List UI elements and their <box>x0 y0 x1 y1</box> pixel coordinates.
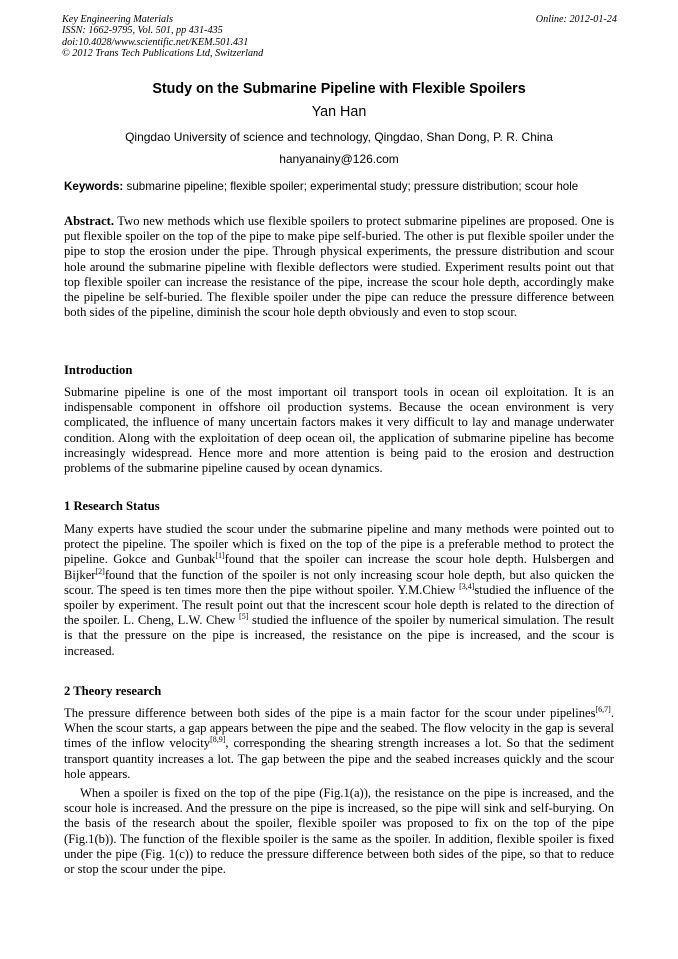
online-date: Online: 2012-01-24 <box>535 14 617 25</box>
theory-research-heading: 2 Theory research <box>64 684 162 698</box>
keywords-text: submarine pipeline; flexible spoiler; experimental study; pressure distribution; scour hole <box>126 180 579 193</box>
abstract-label: Abstract. <box>64 214 115 228</box>
research-status-text-3: found that the function of the spoiler is not only increasing scour hole depth, but also quicken the scour. The speed is ten times more then the pipe without spoiler. Y.M.Chiew <box>64 567 614 597</box>
citation-ref: [8,9] <box>210 735 226 745</box>
paper-title: Study on the Submarine Pipeline with Flexible Spoilers <box>152 81 526 97</box>
doi-line: doi:10.4028/www.scientific.net/KEM.501.431 <box>62 36 249 48</box>
citation-ref: [1] <box>215 551 225 561</box>
research-status-text-2: found that the spoiler can increase the scour hole depth. Hulsbergen and Bijker <box>64 552 614 582</box>
keywords <box>64 180 614 194</box>
author-email: hanyanainy@126.com <box>279 152 399 166</box>
author-name: Yan Han <box>311 104 367 120</box>
keywords-label: Keywords: <box>64 180 124 193</box>
theory-text-2: . When the scour starts, a gap appears between the pipe and the seabed. The flow velocity in the gap is several times of the inflow velocity <box>64 706 614 751</box>
research-status-paragraph <box>64 522 614 659</box>
introduction-heading: Introduction <box>64 363 133 377</box>
research-status-text-4: studied the influence of the spoiler by experiment. The result point out that the increscent scour hole depth is related to the direction of the spoiler. L. Cheng, L.W. Chew <box>64 582 614 628</box>
research-status-heading: 1 Research Status <box>64 499 160 513</box>
citation-ref: [5] <box>239 612 249 622</box>
theory-paragraph-2: When a spoiler is fixed on the top of the pipe (Fig.1(a)), the resistance on the pipe is increased, and the scour hole is increased. And the pressure on the pipe is increased, so the pipe will sink and self-burying. On the basis of the research about the spoiler, flexible spoiler was proposed to fix on the top of the pipe (Fig.1(b)). The function of the flexible spoiler is the same as the spoiler. In addition, flexible spoiler is fixed under the pipe (Fig. 1(c)) to reduce the pressure difference between both sides of the pipe, so that to reduce or stop the scour under the pipe. <box>64 786 614 877</box>
copyright-line: © 2012 Trans Tech Publications Ltd, Switzerland <box>62 48 264 60</box>
introduction-paragraph: Submarine pipeline is one of the most important oil transport tools in ocean oil exploitation. It is an indispensable component in offshore oil production systems. Because the ocean environment is very complicated, the influence of many uncertain factors makes it very difficult to lay and manage underwater condition. Along with the exploitation of deep ocean oil, the application of submarine pipeline has become increasingly widespread. Hence more and more attention is being paid to the erosion and destruction problems of the submarine pipeline caused by ocean dynamics. <box>64 385 614 476</box>
publication-header <box>62 14 617 60</box>
citation-ref: [6,7] <box>595 705 611 714</box>
theory-text-3: , corresponding the shearing strength increases a lot. So that the sediment transport quantity increases a lot. The gap between the pipe and the seabed increases quickly and the scour hole appears. <box>64 736 615 781</box>
issn-line: ISSN: 1662-9795, Vol. 501, pp 431-435 <box>62 25 223 37</box>
research-status-text-1: Many experts have studied the scour under the submarine pipeline and many methods were pointed out to protect the pipeline. The spoiler which is fixed on the top of the pipe is a preferable method to protect the pipeline. Gokce and Gunbak <box>64 522 614 567</box>
abstract <box>64 214 614 320</box>
citation-ref: [3,4] <box>459 581 475 591</box>
author-affiliation: Qingdao University of science and technology, Qingdao, Shan Dong, P. R. China <box>125 130 553 144</box>
abstract-text: Two new methods which use flexible spoilers to protect submarine pipelines are proposed. One is put flexible spoiler on the top of the pipe to make pipe self-buried. The other is put flexible spoiler under the pipe to stop the erosion under the pipe. Through physical experiments, the pressure distribution and scour hole around the submarine pipeline with flexible deflectors were studied. Experiment results point out that top flexible spoiler can increase the resistance of the pipe, increase the scour hole depth, accordingly make the pipeline be self-buried. The flexible spoiler under the pipe can reduce the pressure difference between both sides of the pipeline, diminish the scour hole depth obviously and even to stop scour. <box>64 214 614 320</box>
journal-name: Key Engineering Materials <box>62 14 173 25</box>
citation-ref: [2] <box>95 566 105 576</box>
theory-text-1: The pressure difference between both sides of the pipe is a main factor for the scour under pipelines <box>64 706 596 720</box>
theory-paragraph-1 <box>64 706 614 782</box>
research-status-text-5: studied the influence of the spoiler by numerical simulation. The result is that the pressure on the pipe is increased, the resistance on the pipe is increased, and the scour is increased. <box>64 613 614 658</box>
